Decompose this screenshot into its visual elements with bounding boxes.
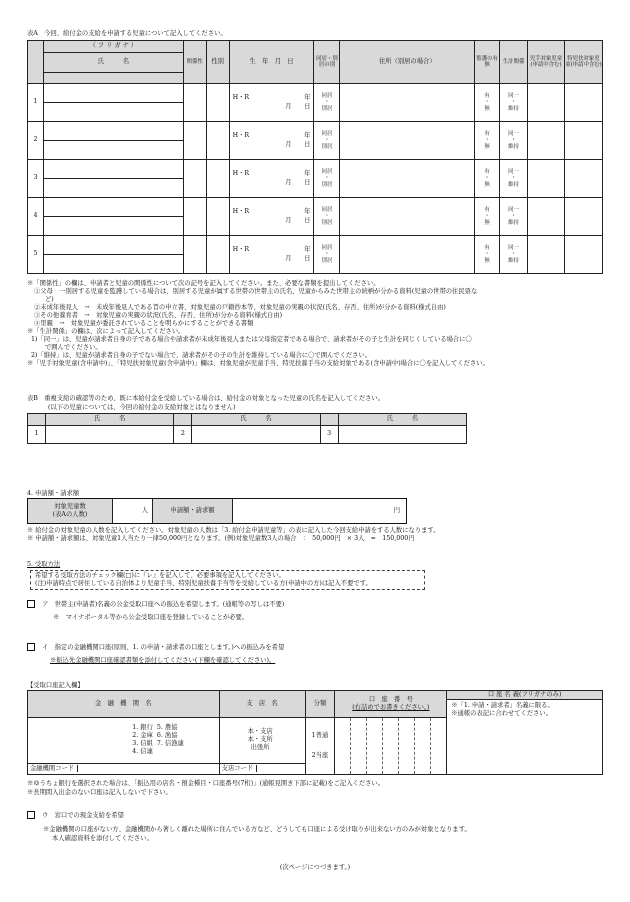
section-b-subtitle: (以下の児童については、今回の給付金の支給対象とはなりません) [48,404,236,411]
livelihood-choice[interactable]: 同一 ・ 維持 [500,160,528,198]
col-name: 氏 名 [43,53,183,73]
furigana-input[interactable] [43,236,183,255]
address-input[interactable] [340,236,475,274]
name-input[interactable] [43,179,183,198]
previous-name-input[interactable] [46,426,174,444]
previous-name-input[interactable] [192,426,320,444]
birth-input[interactable]: H・R 年 月 日 [229,122,314,160]
row-number: 4 [28,198,44,236]
jisaku-input[interactable] [528,198,565,236]
relation-input[interactable] [183,84,206,122]
col-cohabit: 同居・別居の別 [314,41,340,84]
option-c: ウ 窓口での現金支給を希望 [27,811,124,820]
row-number: 5 [28,236,44,274]
section-4-title: 4. 申請額・請求額 [27,490,80,497]
furigana-input[interactable] [43,160,183,179]
tokufu-input[interactable] [564,160,602,198]
tokufu-input[interactable] [564,84,602,122]
branch-code-input[interactable]: 支店コード [219,763,305,774]
previous-name-input[interactable] [338,426,466,444]
livelihood-choice[interactable]: 同一 ・ 維持 [500,198,528,236]
row-number: 1 [28,84,44,122]
address-input[interactable] [340,160,475,198]
custody-choice[interactable]: 有 ・ 無 [475,236,500,274]
page-footer: (次ページにつづきます。) [279,864,351,871]
jisaku-input[interactable] [528,236,565,274]
col-livelihood: 生計関係 [500,41,528,84]
bank-name-input[interactable] [28,718,133,764]
children-table [27,40,603,274]
col-address: 住所（別居の場合） [340,41,475,84]
section-a-title: 表A 今回、給付金の支給を申請する児童について記入してください。 [27,30,227,37]
gender-input[interactable] [206,160,229,198]
amount-box: 対象児童数 (表Aの人数) 人 申請額・請求額 円 [27,498,407,524]
previous-recipients-table: 氏 名 氏 名 氏 名 1 2 3 [27,413,467,444]
birth-input[interactable]: H・R 年 月 日 [229,84,314,122]
col-relation: 関係性 [183,41,206,84]
child-count-input[interactable]: 人 [113,499,153,523]
custody-choice[interactable]: 有 ・ 無 [475,84,500,122]
section-b-title: 表B 重複支給の確認等のため、既に本給付金を受給している場合は、給付金の対象となった児童の氏名を記入してください。 [27,395,385,402]
col-furigana: （ フ リ ガ ナ ） [43,41,183,53]
gender-input[interactable] [206,122,229,160]
account-type-choice[interactable]: 1普通 2当座 [305,718,335,775]
relation-input[interactable] [183,160,206,198]
amount-input[interactable]: 円 [393,507,400,514]
section-4-note-2: ※ 申請額・請求額は、対象児童1人当たり一律50,000円となります。(例)対象児童数3人の場合 ： 50,000円 × 3人 = 150,000円 [27,535,415,542]
name-input[interactable] [43,217,183,236]
jisaku-input[interactable] [528,84,565,122]
address-input[interactable] [340,122,475,160]
custody-choice[interactable]: 有 ・ 無 [475,122,500,160]
cohabit-choice[interactable]: 同居 ・ 別居 [314,198,340,236]
livelihood-choice[interactable]: 同一 ・ 維持 [500,122,528,160]
cohabit-choice[interactable]: 同居 ・ 別居 [314,84,340,122]
col-tokufu: 特児扶対象児童(申請中含む) [564,41,602,84]
furigana-input[interactable] [43,198,183,217]
row-number: 2 [28,122,44,160]
name-input[interactable] [43,103,183,122]
account-number-input[interactable] [335,718,447,775]
gender-input[interactable] [206,84,229,122]
tokufu-input[interactable] [564,122,602,160]
option-b: イ 指定の金融機関口座(原則、1. の申請・請求者の口座とします。)への振込みを希望 [27,643,284,652]
jisaku-input[interactable] [528,122,565,160]
bank-note-2: ※長期間入出金のない口座は記入しないで下さい。 [27,789,172,796]
bank-note-1: ※ゆうちょ銀行を選択された場合は、「振込用の店名・預金種目・口座番号(7桁)」(通帳見開き下部に記載)をご記入ください。 [27,780,385,787]
tokufu-input[interactable] [564,236,602,274]
name-input[interactable] [43,141,183,160]
furigana-input[interactable] [43,84,183,103]
relation-input[interactable] [183,236,206,274]
custody-choice[interactable]: 有 ・ 無 [475,198,500,236]
option-c-note-1: ※金融機関の口座がない方、金融機関から著しく離れた場所に住んでいる方など、どうしても口座による受け取りが出来ない方のみが対象となります。 [43,826,471,833]
cohabit-choice[interactable]: 同居 ・ 別居 [314,160,340,198]
account-holder-input[interactable]: ※「1. 申請・請求者」名義に限る。 ※通帳の表記に合わせてください。 [447,700,603,775]
option-b-note: ※振込先金融機関口座確認書類を添付してください(下欄を確認してください)。 [50,657,276,664]
bank-code-input[interactable]: 金融機関コード [28,763,220,774]
address-input[interactable] [340,84,475,122]
option-c-note-2: 本人確認資料を添付してください。 [52,835,153,842]
option-a-note: ※ マイナポータル等から公金受取口座を登録していることが必要。 [53,614,249,621]
option-a: ア 世帯主(申請者)名義の公金受取口座への振込を希望します。(通帳等の写しは不要) [27,600,284,609]
receive-method-instructions: 希望する受取方法のチェック欄(□)に『レ』を記入して、必要事項を記入してください。 (注)申請時点で居住している自治体より児童手当、特別児童扶養手当等を受給している方(申請中の方)は記入不要です。 [30,570,425,590]
cohabit-choice[interactable]: 同居 ・ 別居 [314,236,340,274]
furigana-input[interactable] [43,122,183,141]
relation-input[interactable] [183,198,206,236]
col-gender: 性別 [206,41,229,84]
option-b-checkbox[interactable] [27,643,35,651]
option-c-checkbox[interactable] [27,811,35,819]
custody-choice[interactable]: 有 ・ 無 [475,160,500,198]
gender-input[interactable] [206,198,229,236]
livelihood-choice[interactable]: 同一 ・ 維持 [500,84,528,122]
cohabit-choice[interactable]: 同居 ・ 別居 [314,122,340,160]
option-a-checkbox[interactable] [27,600,35,608]
jisaku-input[interactable] [528,160,565,198]
col-jisaku: 児手対象児童(申請中含む) [528,41,565,84]
bank-account-table: 金 融 機 関 名 支 店 名 分類 口 座 番 号 (右詰めでお書きください。) 口 座 名 義(フリガナのみ) ※「1. 申請・請求者」名義に限る。 ※通帳の表記に合わせてください。 1. 銀行 2. 金庫 3. 信組 4. 信連 5. 農協 6. 漁協 7. 信漁連 本・支店 本・支所 出張所 1普通 2当座 金融機関コード 支店コード [27,690,603,775]
branch-name-input[interactable]: 本・支店 本・支所 出張所 [219,718,305,764]
col-birth: 生 年 月 日 [229,41,314,84]
birth-input[interactable]: H・R 年 月 日 [229,236,314,274]
col-no [28,41,44,84]
section-5-title: 5. 受取方法 [27,561,61,568]
bank-type-choice[interactable]: 1. 銀行 2. 金庫 3. 信組 4. 信連 5. 農協 6. 漁協 7. 信漁連 [132,718,219,764]
tokufu-input[interactable] [564,198,602,236]
relation-input[interactable] [183,122,206,160]
row-number: 3 [28,160,44,198]
birth-input[interactable]: H・R 年 月 日 [229,198,314,236]
bank-section-title: 【受取口座記入欄】 [27,682,84,689]
livelihood-choice[interactable]: 同一 ・ 維持 [500,236,528,274]
col-custody: 監護の有無 [475,41,500,84]
gender-input[interactable] [206,236,229,274]
section-4-note-1: ※ 給付金の対象児童の人数を記入してください。対象児童の人数は「3. 給付金申請児童等」の表に記入した今回支給申請をする人数になります。 [27,527,440,534]
name-input[interactable] [43,255,183,274]
birth-input[interactable]: H・R 年 月 日 [229,160,314,198]
section-a-notes: ※「関係性」の欄は、申請者と児童の関係性について次の記号を記入してください。また、必要な書類を提出してください。 ①父母 一別居する児童を監護している場合は、別居する児童が属する世帯の世帯主の氏名、児童からみた世帯主の続柄が分かる資料(児童の世帯の住民票な ど) ②未成年後見人 → 未成年後見人である旨の申立書、対象児童の戸籍抄本等、対象児童の実親の状況(氏名、存否、住所)が分かる資料(様式自由) ③その他養育者 → 対象児童の実親の状況(氏名、存否、住所)が分かる資料(様式自由) ④里親 → 対象児童が委託されていることを明らかにすることができる書類 ※「生計関係」の欄は、次によって記入してください。 1)「同一」は、児童が請求者自身の子である場合や請求者が未成年後見人または父母指定者である場合で、請求者がその子と生計を同じくしている場合に〇 で囲んでください。 2)「維持」は、児童が請求者自身の子でない場合で、請求者がその子の生計を維持している場合に〇で囲んでください。 ※「児手対象児童(含申請中)」、「特児扶対象児童(含申請中)」欄は、対象児童が児童手当、特児扶養手当の支給対象である(含申請中)場合に〇を記入してください。 [27,280,489,368]
address-input[interactable] [340,198,475,236]
